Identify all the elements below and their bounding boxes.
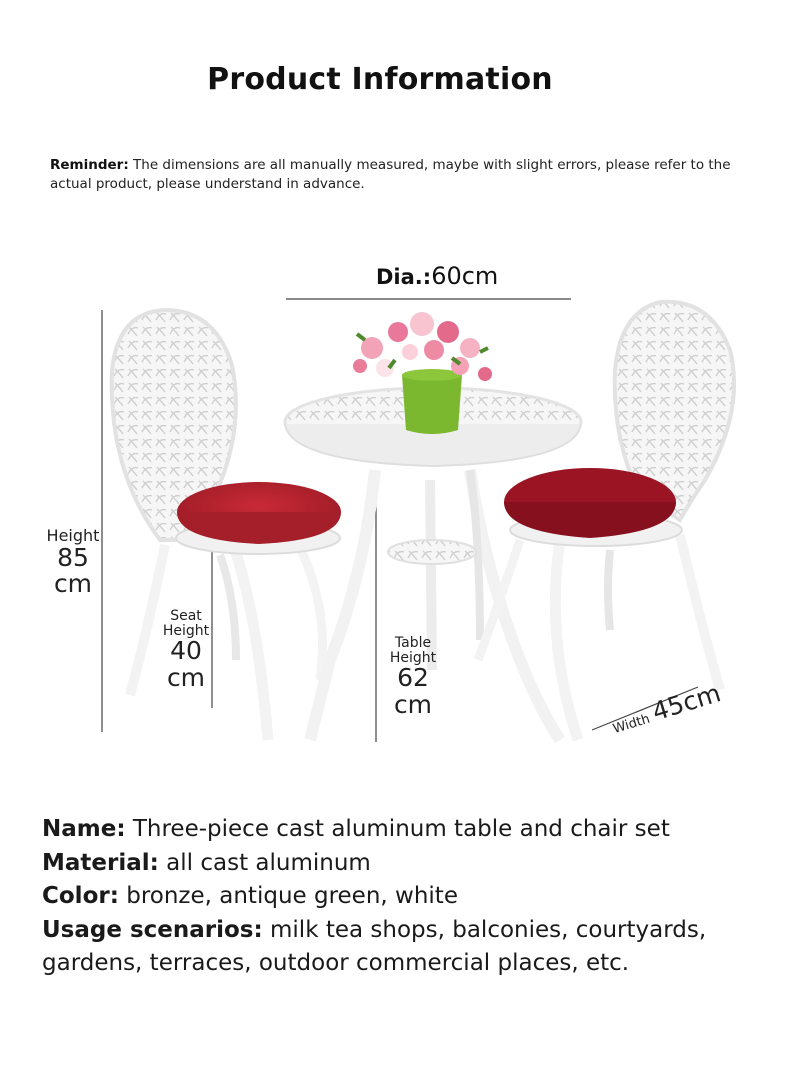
- seat-height-caption-1: Seat: [170, 608, 202, 624]
- detail-usage: [42, 914, 762, 981]
- page-title: Product Information: [207, 62, 553, 97]
- detail-color: [42, 880, 762, 914]
- table-height-label: [388, 636, 438, 718]
- detail-material-value: all cast aluminum: [158, 849, 371, 876]
- left-chair: [112, 310, 341, 740]
- seat-height-label: [160, 609, 212, 691]
- product-details: [42, 813, 762, 981]
- height-value: 85: [57, 542, 89, 572]
- right-chair: [478, 302, 734, 740]
- detail-name-value: Three-piece cast aluminum table and chair set: [125, 816, 670, 842]
- height-label: [44, 528, 102, 597]
- seat-height-unit: cm: [166, 662, 206, 692]
- product-image: [0, 240, 790, 780]
- detail-material-label: Material:: [42, 849, 159, 876]
- detail-material: [42, 847, 762, 881]
- detail-color-label: Color:: [42, 883, 119, 909]
- width-value: 45cm: [648, 678, 725, 727]
- diameter-value: 60cm: [431, 262, 499, 290]
- table-height-unit: cm: [393, 689, 433, 719]
- detail-name-label: Name:: [42, 816, 126, 842]
- detail-usage-label: Usage scenarios:: [42, 916, 263, 943]
- table-height-caption-2: Height: [389, 649, 437, 666]
- table-height-value: 62: [397, 663, 429, 693]
- reminder-text: The dimensions are all manually measured, maybe with slight errors, please refer to the actual product, please understand in advance.: [50, 157, 731, 192]
- seat-height-caption-2: Height: [162, 622, 210, 639]
- reminder-note: [50, 156, 750, 194]
- diameter-caption: Dia.:: [376, 265, 432, 289]
- seat-height-value: 40: [170, 636, 202, 666]
- height-caption: Height: [46, 526, 100, 545]
- width-caption: Width: [611, 711, 652, 738]
- table-height-caption-1: Table: [394, 635, 432, 651]
- detail-color-value: bronze, antique green, white: [118, 883, 458, 909]
- detail-usage-value: milk tea shops, balconies, courtyards, gardens, terraces, outdoor commercial places, etc.: [42, 916, 707, 976]
- height-unit: cm: [53, 569, 93, 599]
- reminder-label: Reminder:: [50, 157, 129, 173]
- diameter-label: [376, 262, 498, 290]
- detail-name: [42, 813, 762, 847]
